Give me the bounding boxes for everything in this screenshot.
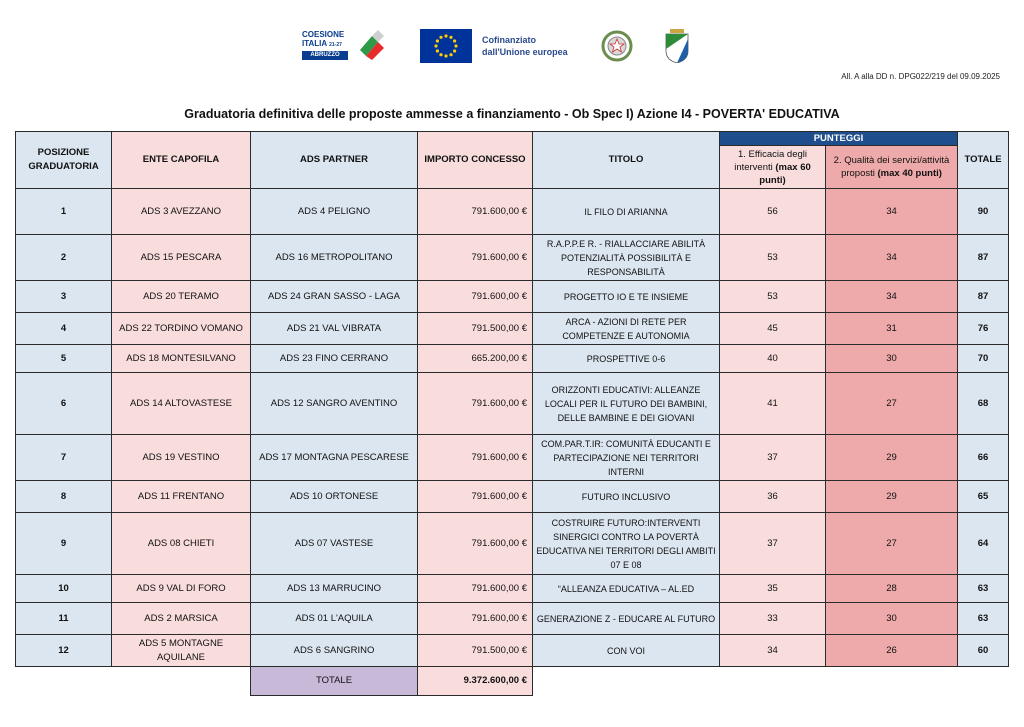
cell-posizione: 6 [16,373,112,435]
cell-importo: 791.600,00 € [418,373,533,435]
cell-importo: 791.600,00 € [418,513,533,575]
italian-republic-emblem-icon [600,29,634,63]
cell-score-qualita: 30 [826,345,958,373]
cell-ente-capofila: ADS 15 PESCARA [112,235,251,281]
table-row [16,603,1009,635]
cell-posizione: 10 [16,575,112,603]
cell-score-efficacia: 33 [720,603,826,635]
cell-ente-capofila: ADS 19 VESTINO [112,435,251,481]
cell-titolo: PROSPETTIVE 0-6 [533,345,720,373]
cell-score-efficacia: 35 [720,575,826,603]
header-titolo: TITOLO [533,132,720,189]
table-row [16,575,1009,603]
cell-posizione: 4 [16,313,112,345]
cell-ads-partner: ADS 21 VAL VIBRATA [251,313,418,345]
header-ente-capofila: ENTE CAPOFILA [112,132,251,189]
cell-totale: 87 [958,281,1009,313]
cell-titolo: “ALLEANZA EDUCATIVA – AL.ED [533,575,720,603]
cell-posizione: 5 [16,345,112,373]
cell-score-qualita: 31 [826,313,958,345]
cell-ads-partner: ADS 16 METROPOLITANO [251,235,418,281]
cell-totale: 68 [958,373,1009,435]
table-row [16,345,1009,373]
cell-score-qualita: 29 [826,481,958,513]
header-totale: TOTALE [958,132,1009,189]
cell-ente-capofila: ADS 5 MONTAGNE AQUILANE [112,635,251,667]
table-row [16,189,1009,235]
footer-totale-label: TOTALE [251,667,418,696]
table-row [16,635,1009,667]
cell-posizione: 3 [16,281,112,313]
cell-posizione: 2 [16,235,112,281]
table-row [16,481,1009,513]
footer-spacer [16,667,112,696]
cell-titolo: COM.PAR.T.IR: COMUNITÀ EDUCANTI E PARTECIPAZIONE NEI TERRITORI INTERNI [533,435,720,481]
cell-importo: 791.600,00 € [418,235,533,281]
cell-totale: 70 [958,345,1009,373]
footer-spacer [958,667,1009,696]
eu-logo-text: Cofinanziato dall'Unione europea [482,35,568,57]
cell-titolo: PROGETTO IO E TE INSIEME [533,281,720,313]
cell-posizione: 8 [16,481,112,513]
cell-totale: 76 [958,313,1009,345]
cell-score-qualita: 26 [826,635,958,667]
cell-score-efficacia: 53 [720,235,826,281]
cell-score-efficacia: 37 [720,435,826,481]
cell-score-efficacia: 40 [720,345,826,373]
page-title: Graduatoria definitiva delle proposte ammesse a finanziamento - Ob Spec I) Azione I4 - POVERTA' EDUCATIVA [184,107,840,121]
cell-score-efficacia: 34 [720,635,826,667]
cell-ads-partner: ADS 12 SANGRO AVENTINO [251,373,418,435]
cell-ente-capofila: ADS 08 CHIETI [112,513,251,575]
cell-score-efficacia: 37 [720,513,826,575]
footer-spacer [533,667,720,696]
table-row [16,281,1009,313]
cell-totale: 66 [958,435,1009,481]
footer-spacer [826,667,958,696]
header-score-efficacia: 1. Efficacia degli interventi (max 60 punti) [720,146,826,189]
cell-posizione: 7 [16,435,112,481]
cell-titolo: R.A.P.P.E R. - RIALLACCIARE ABILITÀ POTENZIALITÀ POSSIBILITÀ E RESPONSABILITÀ [533,235,720,281]
table-row [16,435,1009,481]
cell-importo: 791.600,00 € [418,603,533,635]
cell-titolo: COSTRUIRE FUTURO:INTERVENTI SINERGICI CONTRO LA POVERTÀ EDUCATIVA NEI TERRITORI DEGLI AMBITI 07 E 08 [533,513,720,575]
cell-ads-partner: ADS 4 PELIGNO [251,189,418,235]
cell-importo: 791.600,00 € [418,435,533,481]
cell-importo: 791.600,00 € [418,481,533,513]
coesione-italia-logo [300,28,388,64]
header-logos [300,26,690,66]
cell-importo: 791.600,00 € [418,575,533,603]
cell-titolo: ORIZZONTI EDUCATIVI: ALLEANZE LOCALI PER IL FUTURO DEI BAMBINI, DELLE BAMBINE E DEI GIOVANI [533,373,720,435]
cell-ads-partner: ADS 13 MARRUCINO [251,575,418,603]
cell-ente-capofila: ADS 3 AVEZZANO [112,189,251,235]
table-row [16,373,1009,435]
coesione-arrow-icon [358,30,386,60]
cell-score-efficacia: 36 [720,481,826,513]
cell-ente-capofila: ADS 22 TORDINO VOMANO [112,313,251,345]
cell-ente-capofila: ADS 11 FRENTANO [112,481,251,513]
cell-ads-partner: ADS 10 ORTONESE [251,481,418,513]
cell-posizione: 1 [16,189,112,235]
cell-ente-capofila: ADS 2 MARSICA [112,603,251,635]
cell-totale: 63 [958,603,1009,635]
ranking-table [15,131,1009,696]
table-row [16,235,1009,281]
cell-score-qualita: 27 [826,513,958,575]
eu-flag-icon [420,29,472,63]
cell-titolo: GENERAZIONE Z - EDUCARE AL FUTURO [533,603,720,635]
cell-totale: 60 [958,635,1009,667]
eu-cofinanced-logo [420,29,568,63]
cell-ads-partner: ADS 07 VASTESE [251,513,418,575]
cell-titolo: FUTURO INCLUSIVO [533,481,720,513]
cell-ads-partner: ADS 17 MONTAGNA PESCARESE [251,435,418,481]
cell-titolo: ARCA - AZIONI DI RETE PER COMPETENZE E AUTONOMIA [533,313,720,345]
cell-score-efficacia: 53 [720,281,826,313]
cell-score-efficacia: 56 [720,189,826,235]
cell-posizione: 12 [16,635,112,667]
cell-ads-partner: ADS 24 GRAN SASSO - LAGA [251,281,418,313]
table-row [16,513,1009,575]
cell-ente-capofila: ADS 14 ALTOVASTESE [112,373,251,435]
cell-ads-partner: ADS 6 SANGRINO [251,635,418,667]
cell-importo: 791.500,00 € [418,313,533,345]
cell-score-efficacia: 45 [720,313,826,345]
cell-score-qualita: 27 [826,373,958,435]
header-score-qualita: 2. Qualità dei servizi/attività proposti (max 40 punti) [826,146,958,189]
header-posizione: POSIZIONE GRADUATORIA [16,132,112,189]
cell-totale: 65 [958,481,1009,513]
cell-totale: 64 [958,513,1009,575]
cell-posizione: 11 [16,603,112,635]
coesione-logo-text: COESIONE ITALIA 21-27 [302,30,345,48]
cell-totale: 90 [958,189,1009,235]
cell-importo: 791.600,00 € [418,281,533,313]
footer-totale-value: 9.372.600,00 € [418,667,533,696]
table-body [16,189,1009,667]
cell-titolo: IL FILO DI ARIANNA [533,189,720,235]
cell-score-qualita: 29 [826,435,958,481]
cell-score-qualita: 28 [826,575,958,603]
cell-score-qualita: 34 [826,235,958,281]
abruzzo-badge: ABRUZZO [302,51,348,60]
cell-score-qualita: 34 [826,281,958,313]
cell-importo: 791.600,00 € [418,189,533,235]
document-reference: All. A alla DD n. DPG022/219 del 09.09.2025 [841,72,1000,81]
footer-spacer [720,667,826,696]
cell-ente-capofila: ADS 20 TERAMO [112,281,251,313]
cell-ente-capofila: ADS 18 MONTESILVANO [112,345,251,373]
regione-abruzzo-emblem-icon [664,29,690,63]
cell-score-qualita: 30 [826,603,958,635]
cell-ads-partner: ADS 01 L'AQUILA [251,603,418,635]
cell-totale: 87 [958,235,1009,281]
cell-score-qualita: 34 [826,189,958,235]
footer-spacer [112,667,251,696]
table-row [16,313,1009,345]
header-ads-partner: ADS PARTNER [251,132,418,189]
cell-importo: 665.200,00 € [418,345,533,373]
cell-ads-partner: ADS 23 FINO CERRANO [251,345,418,373]
cell-score-efficacia: 41 [720,373,826,435]
cell-posizione: 9 [16,513,112,575]
cell-importo: 791.500,00 € [418,635,533,667]
header-punteggi: PUNTEGGI [720,132,958,146]
cell-titolo: CON VOI [533,635,720,667]
header-importo: IMPORTO CONCESSO [418,132,533,189]
cell-totale: 63 [958,575,1009,603]
cell-ente-capofila: ADS 9 VAL DI FORO [112,575,251,603]
